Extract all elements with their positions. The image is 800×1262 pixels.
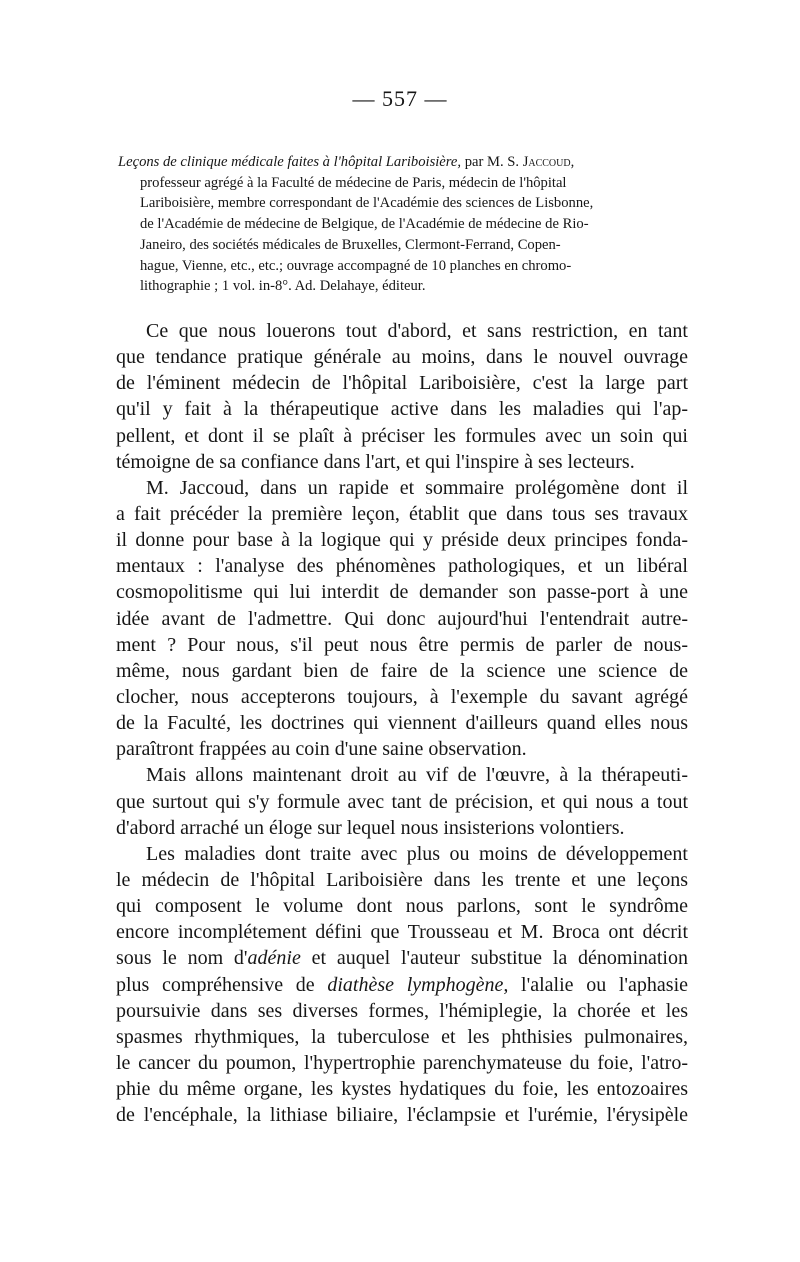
text-line: phie du même organe, les kystes hydatiques du foie, les entozoaires (116, 1078, 688, 1101)
text-line: Les maladies dont traite avec plus ou moins de développement (146, 842, 688, 865)
text-line: paraîtront frappées au coin d'une saine observation. (116, 738, 527, 761)
text-segment: sous le nom d' (116, 947, 248, 970)
text-line: même, nous gardant bien de faire de la science une science de (116, 659, 688, 682)
text-line: pellent, et dont il se plaît à préciser les formules avec un soin qui (116, 424, 688, 447)
reference-line: hague, Vienne, etc., etc.; ouvrage accompagné de 10 planches en chromo- (140, 257, 572, 274)
emphasis-term: diathèse lymphogène, (327, 973, 509, 996)
text-segment: et auquel l'auteur substitue la dénomination (300, 947, 688, 970)
emphasis-term: adénie (247, 947, 301, 970)
text-segment: plus compréhensive de (116, 973, 328, 996)
text-line: de l'encéphale, la lithiase biliaire, l'éclampsie et l'urémie, l'érysipèle (116, 1104, 688, 1127)
page-number: — 557 — (352, 86, 448, 111)
text-line: qui composent le volume dont nous parlons, sont le syndrôme (116, 895, 688, 918)
text-line: ment ? Pour nous, s'il peut nous être permis de parler de nous- (116, 633, 688, 656)
text-line: mentaux : l'analyse des phénomènes pathologiques, et un libéral (116, 555, 688, 578)
reference-author-prefix: par M. S. (461, 154, 523, 170)
reference-title: Leçons de clinique médicale faites à l'hôpital Lariboisière, (118, 154, 462, 170)
reference-line: professeur agrégé à la Faculté de médecine de Paris, médecin de l'hôpital (140, 174, 567, 191)
reference-line: Lariboisière, membre correspondant de l'Académie des sciences de Lisbonne, (140, 195, 594, 212)
body-text (116, 318, 688, 1128)
text-line: que surtout qui s'y formule avec tant de précision, et qui nous a tout (116, 790, 688, 813)
text-line: spasmes rhythmiques, la tuberculose et les phthisies pulmonaires, (116, 1025, 688, 1048)
reference-line: de l'Académie de médecine de Belgique, de l'Académie de médecine de Rio- (140, 216, 589, 233)
text-line: poursuivie dans ses diverses formes, l'hémiplegie, la chorée et les (116, 999, 688, 1022)
text-line: a fait précéder la première leçon, établit que dans tous ses travaux (116, 502, 688, 525)
text-line: témoigne de sa confiance dans l'art, et qui l'inspire à ses lecteurs. (116, 450, 635, 473)
text-line: qu'il y fait à la thérapeutique active dans les maladies qui l'ap- (116, 398, 688, 421)
reference-line: lithographie ; 1 vol. in-8°. Ad. Delahaye, éditeur. (140, 278, 426, 295)
text-line: M. Jaccoud, dans un rapide et sommaire prolégomène dont il (146, 476, 688, 499)
bibliographic-reference (118, 152, 678, 297)
text-line: Ce que nous louerons tout d'abord, et sans restriction, en tant (146, 320, 688, 342)
text-line: d'abord arraché un éloge sur lequel nous insisterions volontiers. (116, 816, 625, 839)
text-line: de la Faculté, les doctrines qui viennent d'ailleurs quand elles nous (116, 712, 688, 735)
text-line: il donne pour base à la logique qui y préside deux principes fonda- (116, 529, 688, 552)
text-segment: l'alalie ou l'aphasie (508, 973, 689, 996)
text-line: de l'éminent médecin de l'hôpital Lariboisière, c'est la large part (116, 372, 688, 395)
text-line (116, 972, 688, 998)
text-line: que tendance pratique générale au moins, dans le nouvel ouvrage (116, 346, 688, 369)
text-line: Mais allons maintenant droit au vif de l'œuvre, à la thérapeuti- (146, 764, 688, 787)
reference-line: Janeiro, des sociétés médicales de Bruxelles, Clermont-Ferrand, Copen- (140, 236, 561, 253)
text-line: cosmopolitisme qui lui interdit de demander son passe-port à une (116, 581, 688, 604)
reference-author-name: Jaccoud, (522, 154, 575, 170)
text-line: le médecin de l'hôpital Lariboisière dans les trente et une leçons (116, 868, 688, 891)
text-line: idée avant de l'admettre. Qui donc aujourd'hui l'entendrait autre- (116, 607, 688, 630)
text-line (116, 945, 688, 971)
text-line: clocher, nous accepterons toujours, à l'exemple du savant agrégé (116, 685, 688, 708)
text-line: encore incomplétement défini que Trousseau et M. Broca ont décrit (116, 921, 688, 944)
text-line: le cancer du poumon, l'hypertrophie parenchymateuse du foie, l'atro- (116, 1051, 688, 1074)
reference-line (118, 152, 678, 173)
